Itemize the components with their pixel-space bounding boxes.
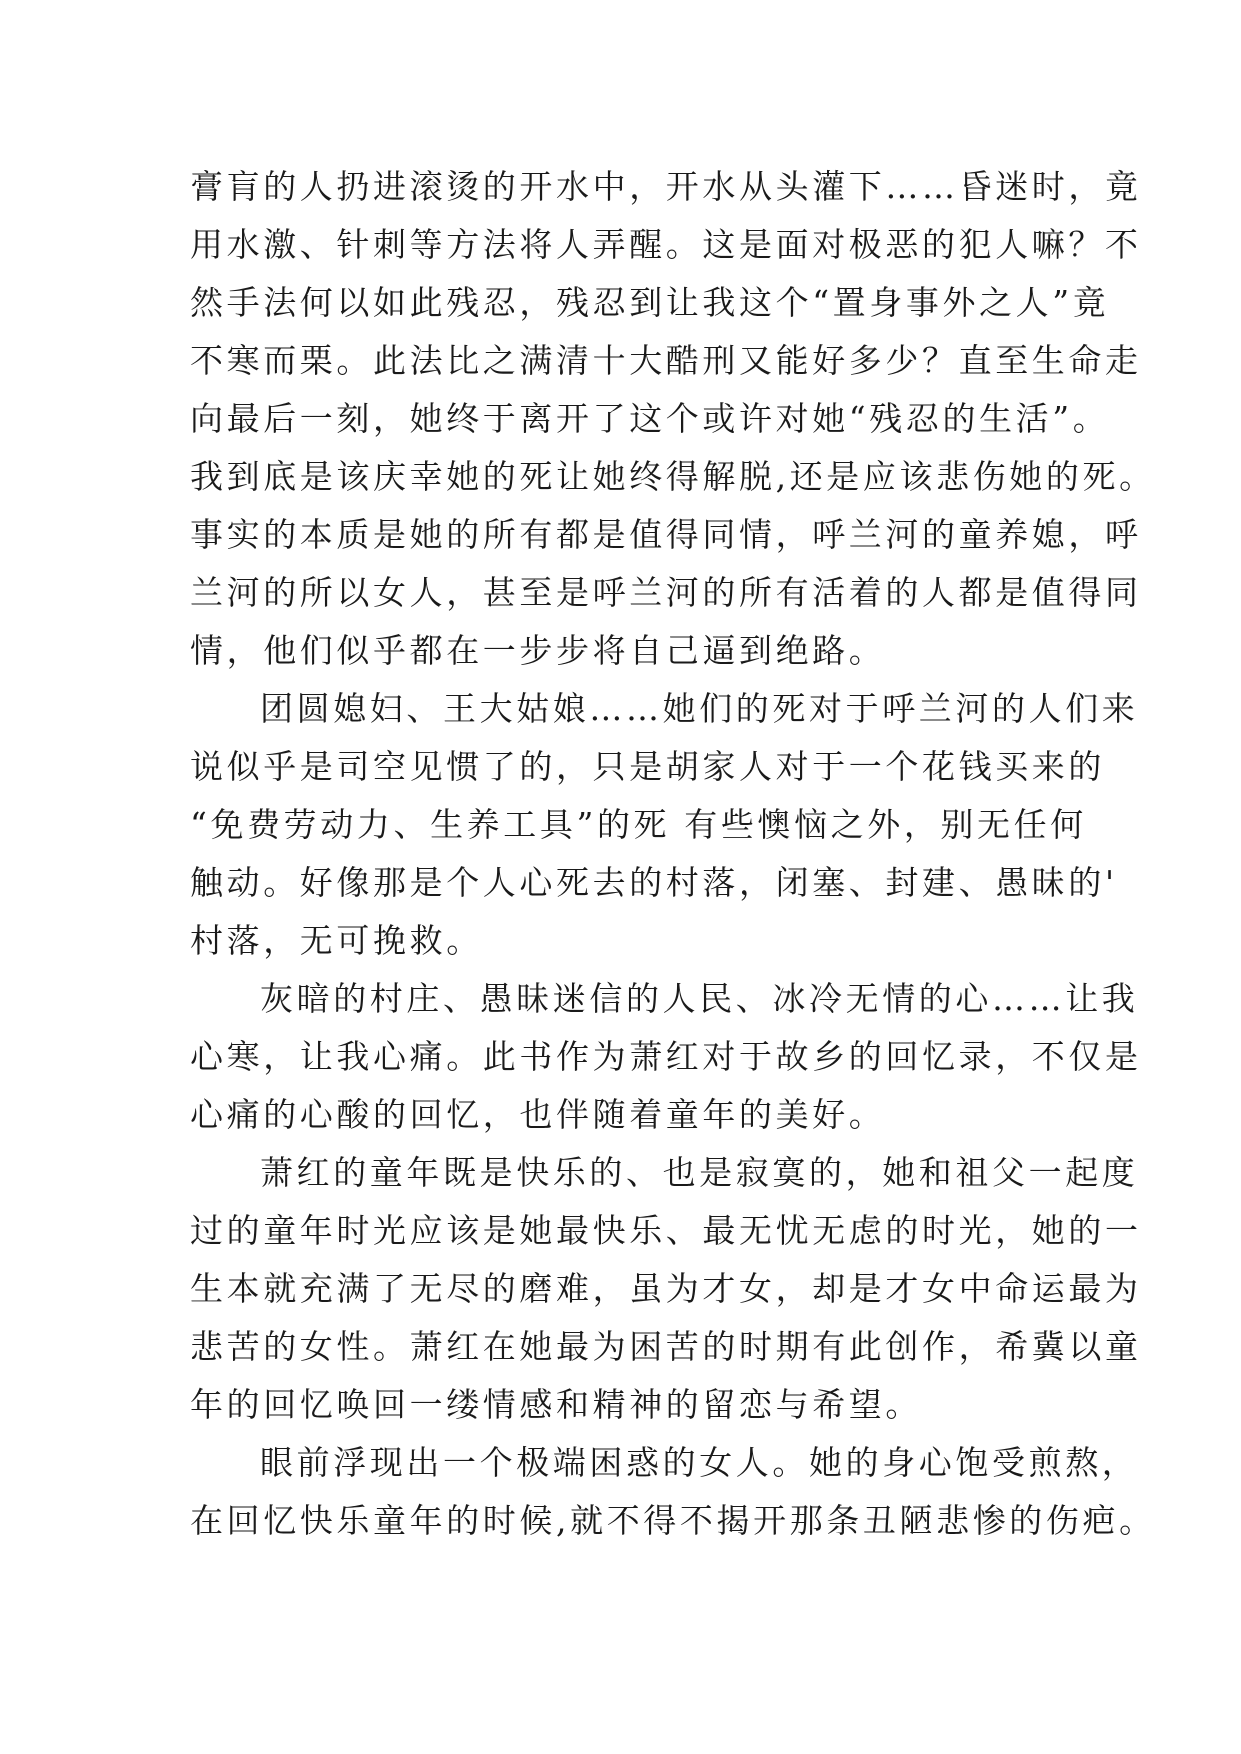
text-line: 心寒，让我心痛。此书作为萧红对于故乡的回忆录，不仅是 <box>190 1037 1142 1076</box>
text-line: 触动。好像那是个人心死去的村落，闭塞、封建、愚昧的' <box>190 863 1118 902</box>
text-line: 说似乎是司空见惯了的，只是胡家人对于一个花钱买来的 <box>190 747 1105 786</box>
text-line: 我到底是该庆幸她的死让她终得解脱,还是应该悲伤她的死。 <box>190 457 1156 496</box>
text-line: 不寒而栗。此法比之满清十大酷刑又能好多少？直至生命走 <box>190 341 1142 380</box>
text-line: 年的回忆唤回一缕情感和精神的留恋与希望。 <box>190 1385 922 1424</box>
text-line: 村落，无可挽救。 <box>190 921 483 960</box>
text-line: 心痛的心酸的回忆，也伴随着童年的美好。 <box>190 1095 886 1134</box>
text-line: 在回忆快乐童年的时候,就不得不揭开那条丑陋悲惨的伤疤。 <box>190 1501 1156 1540</box>
text-line: 萧红的童年既是快乐的、也是寂寞的，她和祖父一起度 <box>260 1153 1139 1192</box>
text-line: 悲苦的女性。萧红在她最为困苦的时期有此创作，希冀以童 <box>190 1327 1142 1366</box>
text-line: 用水激、针刺等方法将人弄醒。这是面对极恶的犯人嘛？不 <box>190 225 1142 264</box>
text-line: “免费劳动力、生养工具”的死 有些懊恼之外，别无任何 <box>190 805 1087 844</box>
text-line: 过的童年时光应该是她最快乐、最无忧无虑的时光，她的一 <box>190 1211 1142 1250</box>
text-line: 情，他们似乎都在一步步将自己逼到绝路。 <box>190 631 886 670</box>
text-line: 团圆媳妇、王大姑娘……她们的死对于呼兰河的人们来 <box>260 689 1139 728</box>
text-line: 事实的本质是她的所有都是值得同情，呼兰河的童养媳，呼 <box>190 515 1142 554</box>
text-line: 生本就充满了无尽的磨难，虽为才女，却是才女中命运最为 <box>190 1269 1142 1308</box>
text-line: 膏肓的人扔进滚烫的开水中，开水从头灌下……昏迷时，竟 <box>190 167 1142 206</box>
text-line: 兰河的所以女人，甚至是呼兰河的所有活着的人都是值得同 <box>190 573 1142 612</box>
body-text <box>190 158 1156 1550</box>
text-line: 然手法何以如此残忍，残忍到让我这个“置身事外之人”竟 <box>190 283 1110 322</box>
text-line: 眼前浮现出一个极端困惑的女人。她的身心饱受煎熬， <box>260 1443 1139 1482</box>
text-line: 灰暗的村庄、愚昧迷信的人民、冰冷无情的心……让我 <box>260 979 1139 1018</box>
text-line: 向最后一刻，她终于离开了这个或许对她“残忍的生活”。 <box>190 399 1110 438</box>
